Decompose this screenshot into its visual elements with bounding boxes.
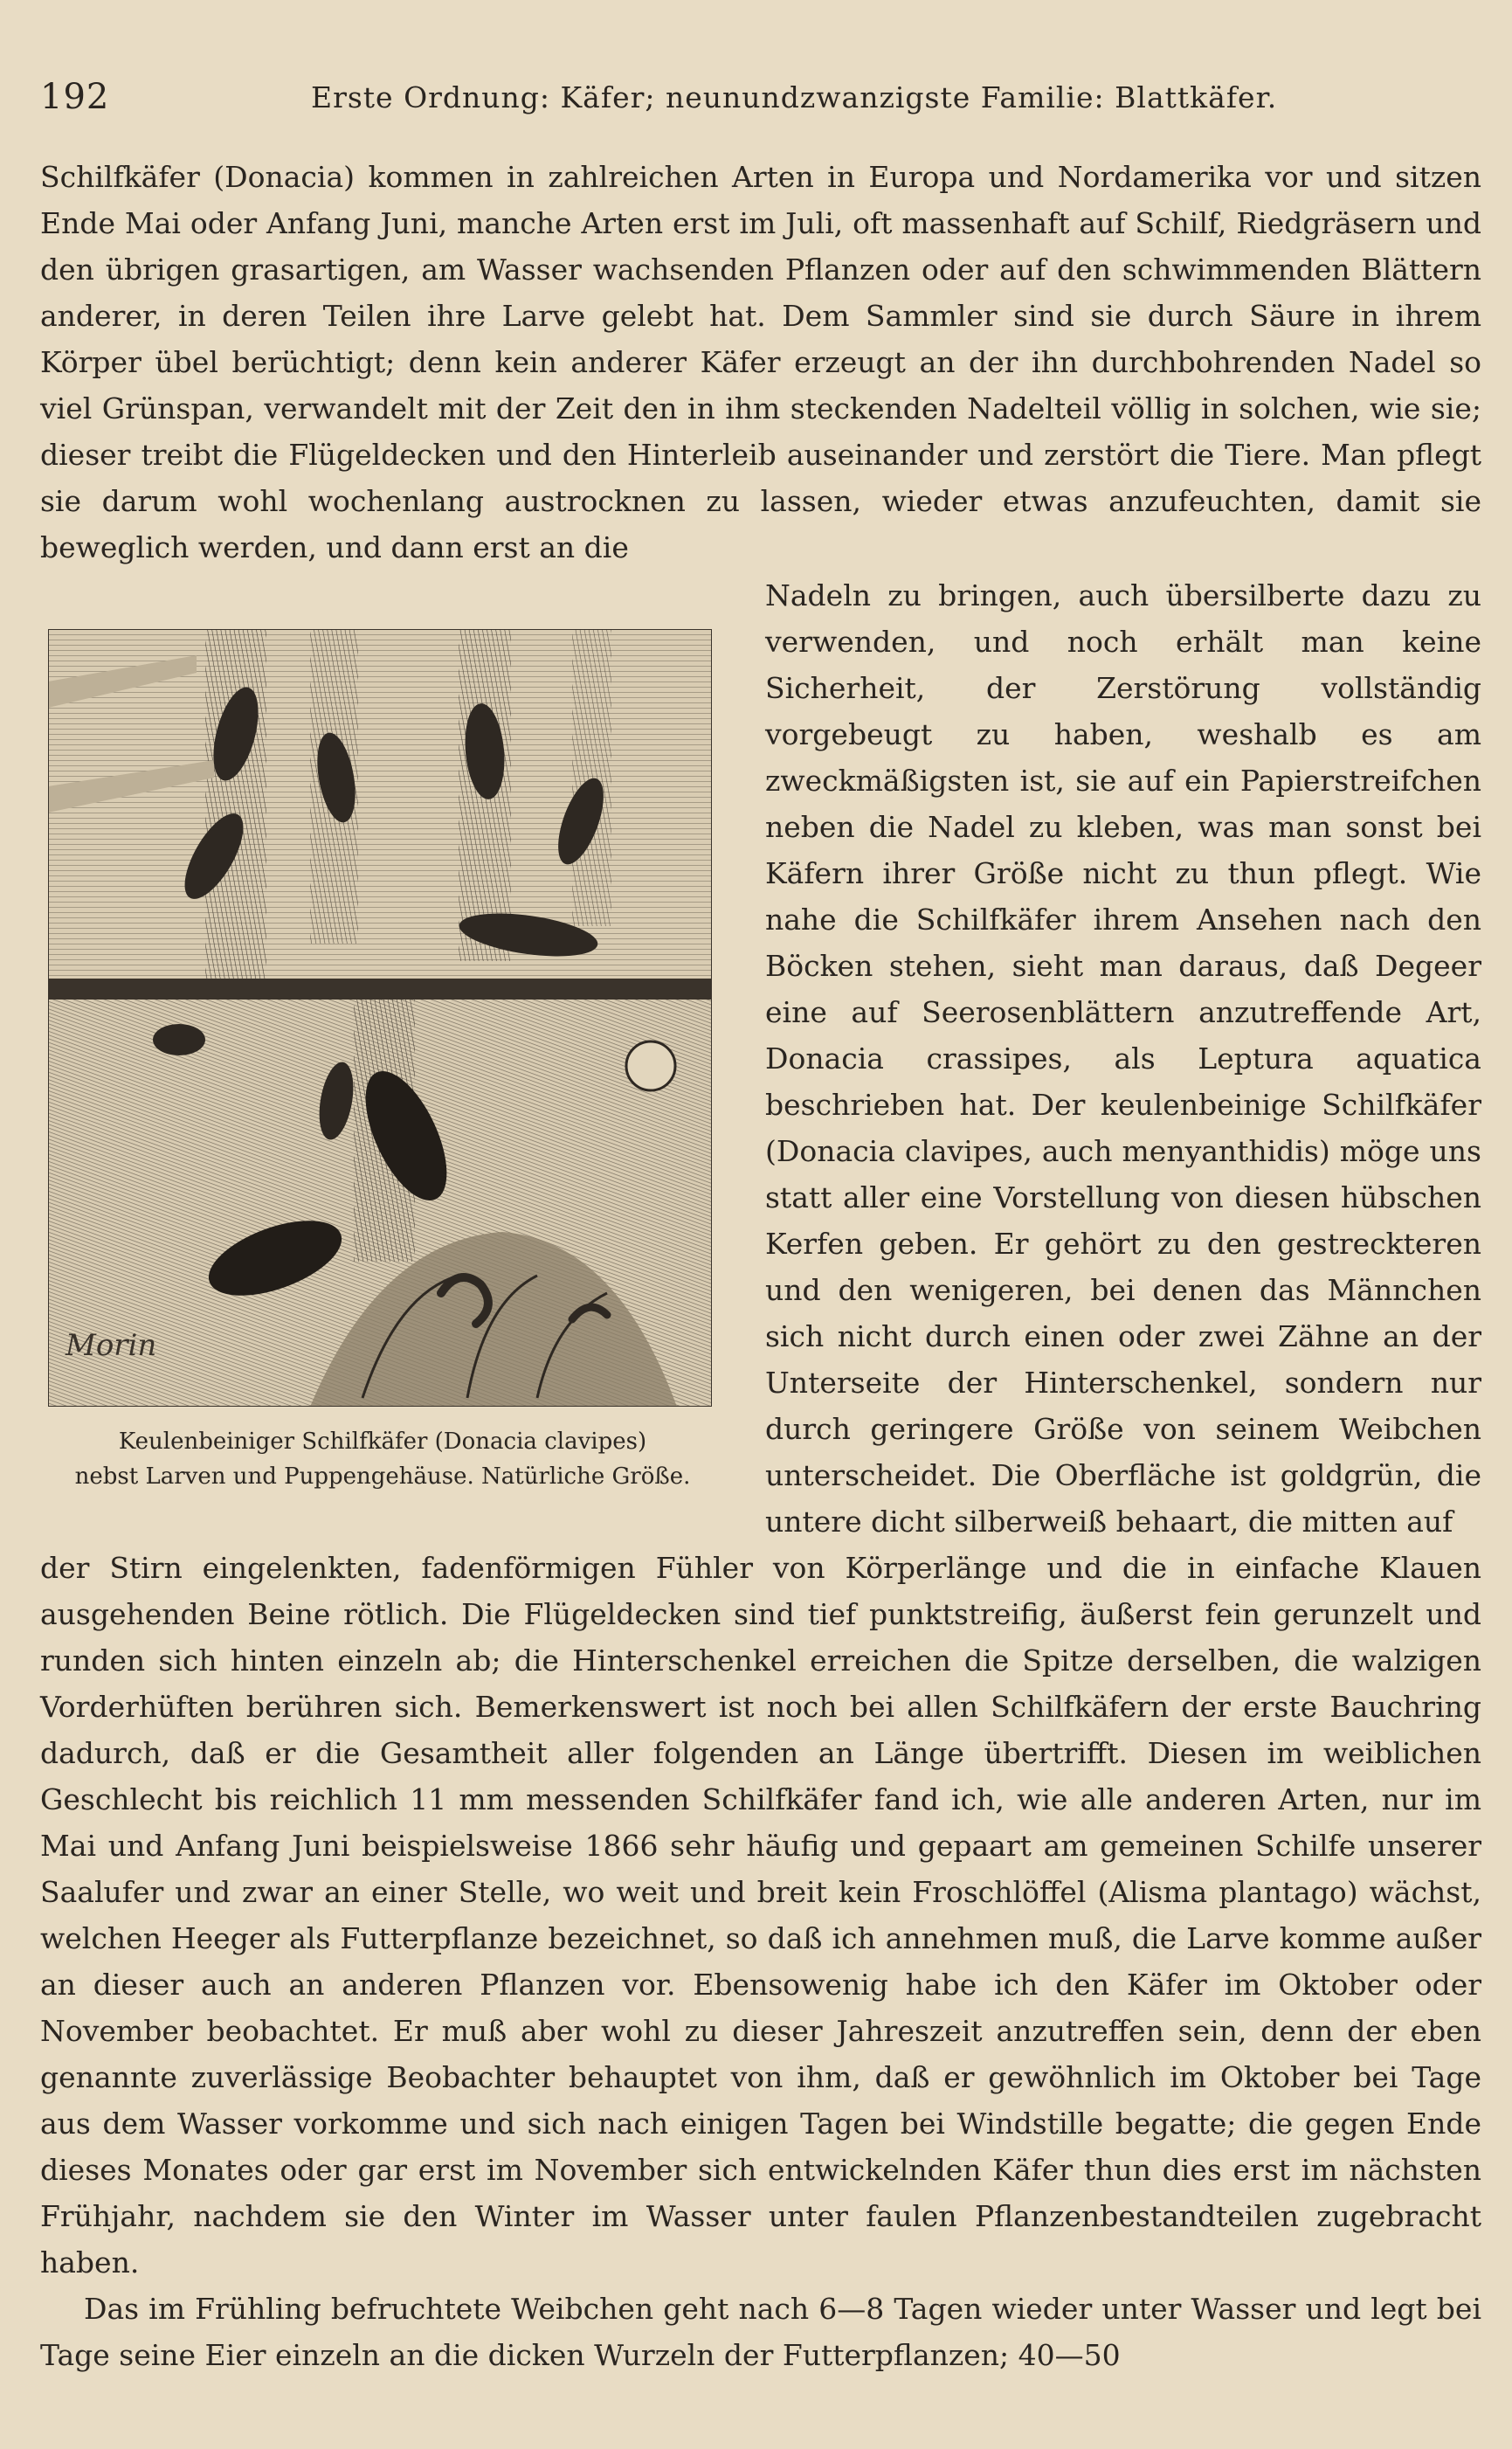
right-column-text: Nadeln zu bringen, auch übersilberte dazu zu verwenden, und noch erhält man keine Sicherheit, der Zerstörung vollständig vorgebeugt zu haben, weshalb es am zweckmäßigsten ist, sie auf ein Papierstreifchen neben die Nadel zu kleben, was man sonst bei Käfern ihrer Größe nicht zu thun pflegt. Wie nahe die Schilfkäfer ihrem Ansehen nach den Böcken stehen, sieht man daraus, daß Degeer eine auf Seerosenblättern anzutreffende Art, Donacia crassipes, als Leptura aquatica beschrieben hat. Der keulenbeinige Schilfkäfer (Donacia clavipes, auch menyanthidis) möge uns statt aller eine Vorstellung von diesen hübschen Kerfen geben. Er gehört zu den gestreckteren und den wenigeren, bei denen das Männchen sich nicht durch einen oder zwei Zähne an der Unterseite der Hinterschenkel, sondern nur durch geringere Größe von seinem Weibchen unterscheidet. Die Oberfläche ist goldgrün, die untere dicht silberweiß behaart, die mitten auf [765, 578, 1481, 1539]
top-paragraph-text: Schilfkäfer (Donacia) kommen in zahlreichen Arten in Europa und Nordamerika vor und sitzen Ende Mai oder Anfang Juni, manche Arten erst im Juli, oft massenhaft auf Schilf, Riedgräsern und den übrigen grasartigen, am Wasser wachsenden Pflanzen oder auf den schwimmenden Blättern anderer, in deren Teilen ihre Larve gelebt hat. Dem Sammler sind sie durch Säure in ihrem Körper übel berüchtigt; denn kein anderer Käfer erzeugt an der ihn durchbohrenden Nadel so viel Grünspan, verwandelt mit der Zeit den in ihm steckenden Nadelteil völlig in solchen, wie sie; dieser treibt die Flügeldecken und den Hinterleib auseinander und zerstört die Tiere. Man pflegt sie darum wohl wochenlang austrocknen zu lassen, wieder etwas anzufeuchten, damit sie beweglich werden, und dann erst an die [40, 160, 1481, 564]
page-number: 192 [40, 77, 110, 117]
caption-line-1: Keulenbeiniger Schilfkäfer (Donacia clavipes) [118, 1429, 647, 1455]
artist-signature: Morin [66, 1328, 157, 1363]
bottom-paragraph-2: Das im Frühling befruchtete Weibchen geht nach 6—8 Tagen wieder unter Wasser und legt bei Tage seine Eier einzeln an die dicken Wurzeln der Futterpflanzen; 40—50 [40, 2292, 1481, 2372]
page-header [40, 77, 1481, 121]
beetle-illustration [48, 629, 712, 1407]
caption-line-2: nebst Larven und Puppengehäuse. Natürliche Größe. [74, 1463, 691, 1490]
figure-caption [51, 1424, 715, 1494]
bottom-paragraph-1: der Stirn eingelenkten, fadenförmigen Fühler von Körperlänge und die in einfache Klauen ausgehenden Beine rötlich. Die Flügeldecken sind tief punktstreifig, äußerst fein gerunzelt und runden sich hinten einzeln ab; die Hinterschenkel erreichen die Spitze derselben, die walzigen Vorderhüften berühren sich. Bemerkenswert ist noch bei allen Schilfkäfern der erste Bauchring dadurch, daß er die Gesamtheit aller folgenden an Länge übertrifft. Diesen im weiblichen Geschlecht bis reichlich 11 mm messenden Schilfkäfer fand ich, wie alle anderen Arten, nur im Mai und Anfang Juni beispielsweise 1866 sehr häufig und gepaart am gemeinen Schilfe unserer Saalufer und zwar an einer Stelle, wo weit und breit kein Froschlöffel (Alisma plantago) wächst, welchen Heeger als Futterpflanze bezeichnet, so daß ich annehmen muß, die Larve komme außer an dieser auch an anderen Pflanzen vor. Ebensowenig habe ich den Käfer im Oktober oder November beobachtet. Er muß aber wohl zu dieser Jahreszeit anzutreffen sein, denn der eben genannte zuverlässige Beobachter behauptet von ihm, daß er gewöhnlich im Oktober bei Tage aus dem Wasser vorkomme und sich nach einigen Tagen bei Windstille begatte; die gegen Ende dieses Monates oder gar erst im November sich entwickelnden Käfer thun dies erst im nächsten Frühjahr, nachdem sie den Winter im Wasser unter faulen Pflanzenbestandteilen zugebracht haben. [40, 1551, 1481, 2280]
right-column-paragraph [765, 572, 1481, 1545]
running-head: Erste Ordnung: Käfer; neunundzwanzigste Familie: Blattkäfer. [311, 80, 1278, 114]
engraving-image [48, 629, 712, 1407]
top-paragraph [40, 154, 1481, 571]
bottom-paragraphs [40, 1545, 1481, 2378]
